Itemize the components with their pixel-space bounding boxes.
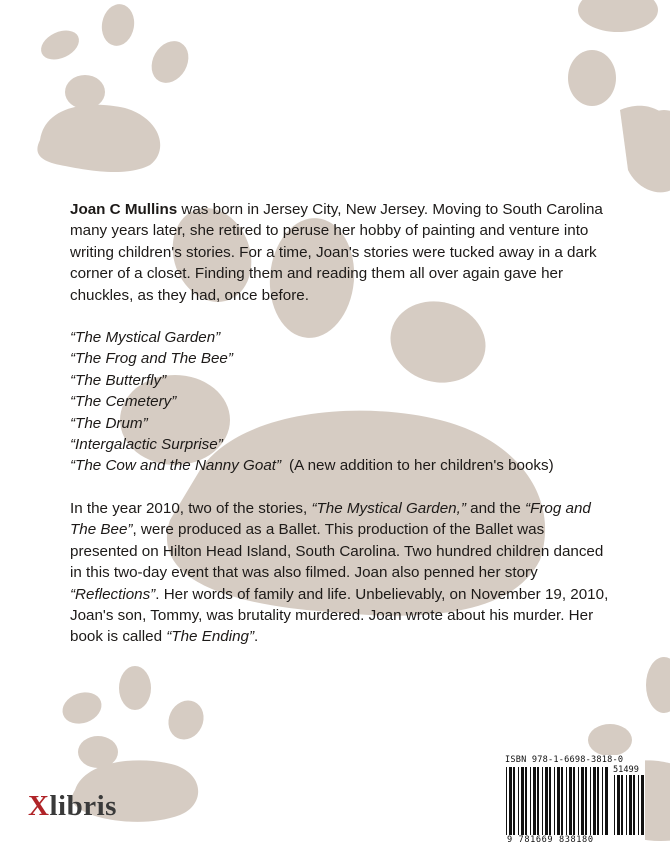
- author-name: Joan C Mullins: [70, 201, 178, 218]
- logo-text: libris: [49, 790, 117, 822]
- ean-digits: 9 781669 838180: [507, 835, 594, 845]
- book-titles-list: [70, 327, 615, 477]
- bio-text: was born in Jersey City, New Jersey. Moving to South Carolina many years later, she retired to peruse her hobby of painting and venture into writing children's stories. For a time, Joan's stories were tucked away in a dark corner of a closet. Finding them and reading them all over again gave her chuckles, as they had, once before.: [70, 201, 603, 304]
- list-item: “Intergalactic Surprise”: [70, 436, 223, 454]
- ean-barcode-bars: [505, 767, 609, 835]
- list-item: “The Mystical Garden”: [70, 329, 221, 347]
- addon-label: 51499: [613, 765, 639, 775]
- isbn-barcode: [505, 755, 645, 847]
- paw-print-icon: [568, 0, 670, 192]
- back-cover-text: [70, 199, 615, 648]
- paw-print-icon: [36, 2, 195, 173]
- list-item: “The Butterfly”: [70, 371, 167, 389]
- ballet-story: In the year 2010, two of the stories, “The Mystical Garden,” and the “Frog and The Bee”, were produced as a Ballet. This production of the Ballet was presented on Hilton Head Island, South Carolina. Two hundred children danced in this two-day event that was also filmed. Joan also penned her story “Reflections”. Her words of family and life. Unbelievably, on November 19, 2010, Joan's son, Tommy, was brutality murdered. Joan wrote about his murder. Her book is called “The Ending”.: [70, 499, 609, 646]
- publisher-logo: [28, 790, 117, 823]
- isbn-label: ISBN 978-1-6698-3818-0: [505, 755, 624, 765]
- title-note: (A new addition to her children's books): [289, 457, 554, 475]
- addon-barcode-bars: [613, 775, 645, 835]
- logo-initial: X: [28, 790, 50, 822]
- list-item: “The Cow and the Nanny Goat” (A new addition to her children's books): [70, 457, 554, 475]
- list-item: “The Cemetery”: [70, 393, 177, 411]
- author-bio: [70, 199, 615, 306]
- list-item: “The Drum”: [70, 414, 148, 432]
- list-item: “The Frog and The Bee”: [70, 350, 233, 368]
